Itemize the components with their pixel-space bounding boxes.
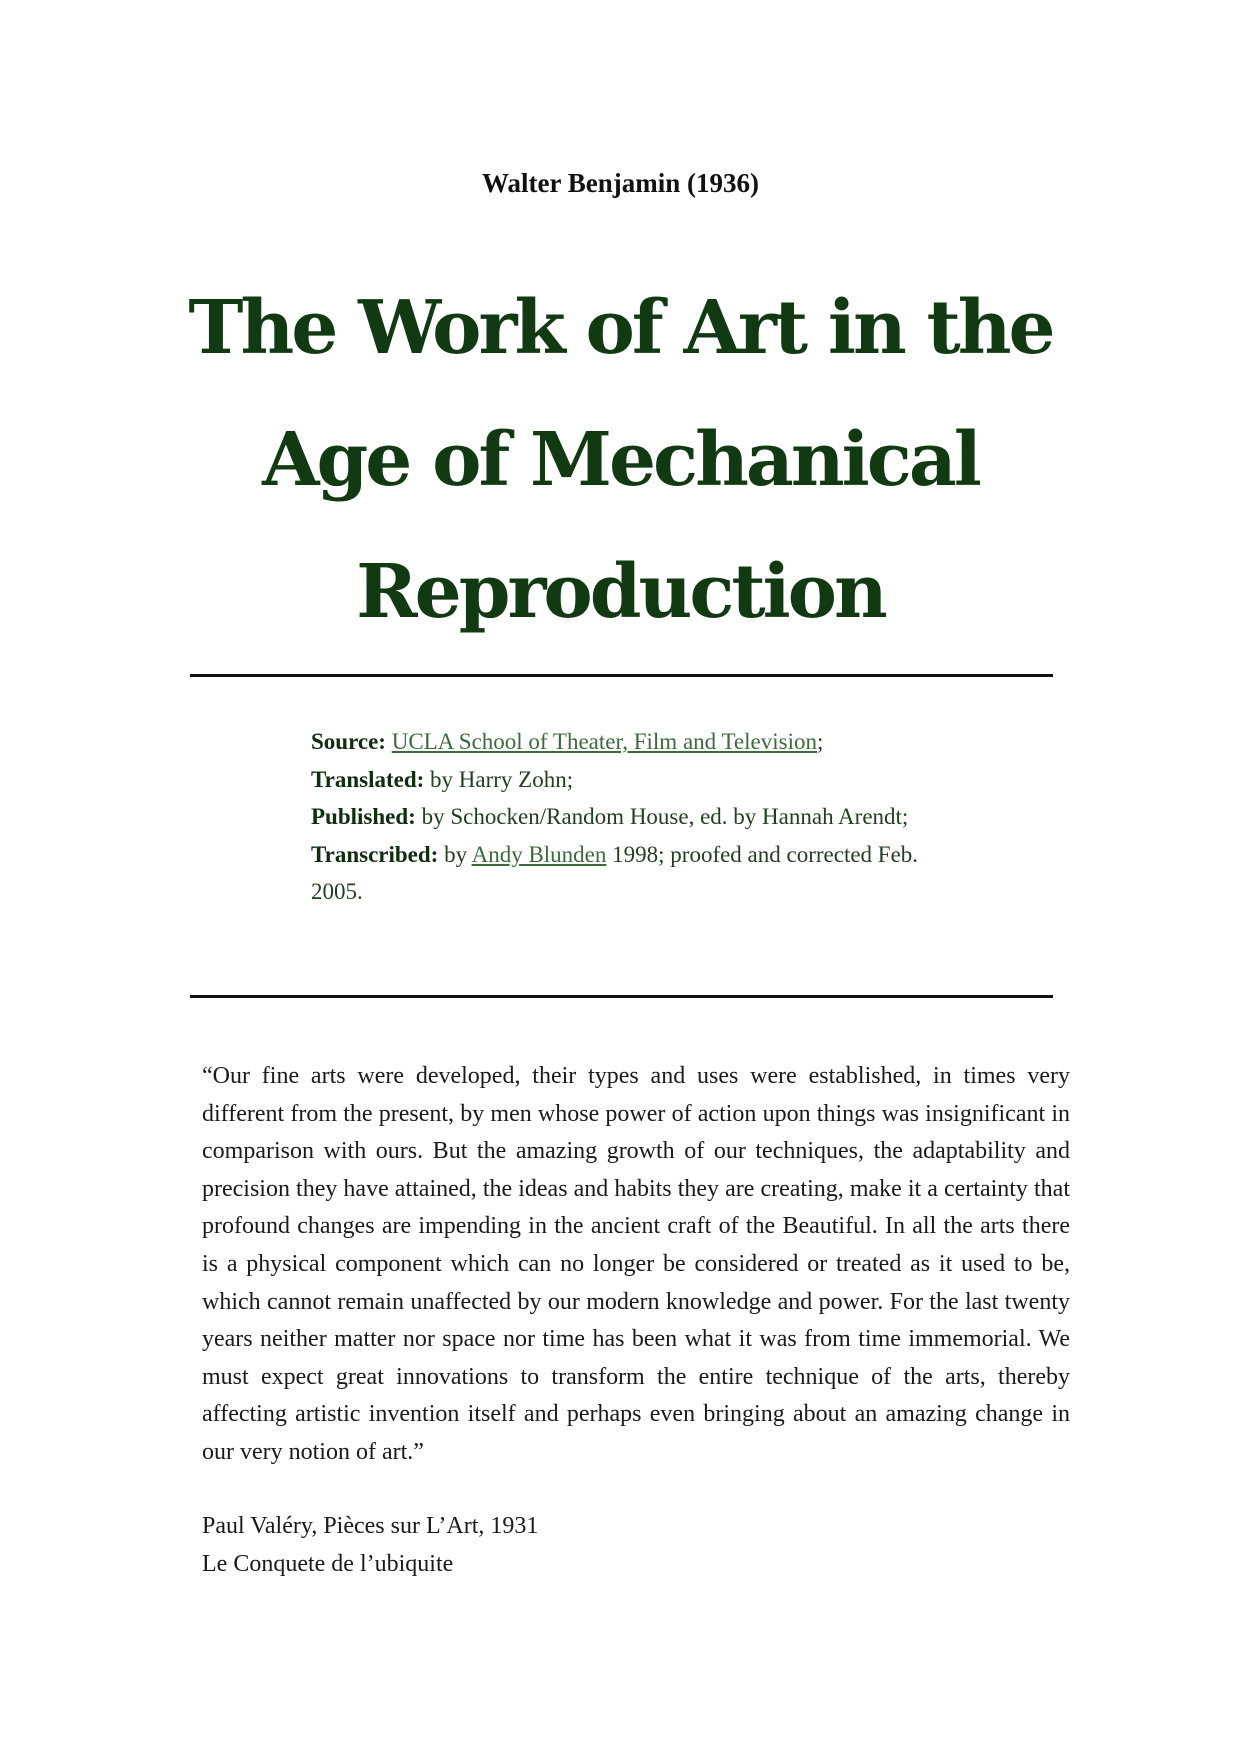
source-link[interactable]: UCLA School of Theater, Film and Television <box>391 729 817 754</box>
source-info <box>311 723 921 911</box>
author-line: Walter Benjamin (1936) <box>482 168 759 198</box>
epigraph-attribution <box>202 1508 1070 1583</box>
page-title <box>170 262 1071 658</box>
bottom-divider <box>190 995 1053 998</box>
published-label: Published: <box>311 804 416 829</box>
translated-row <box>311 761 921 799</box>
transcribed-before: by <box>438 841 472 867</box>
title-line-1: The Work of Art in the <box>188 285 1053 371</box>
transcriber-link[interactable]: Andy Blunden <box>471 841 607 867</box>
source-after: ; <box>816 729 824 754</box>
published-row <box>311 798 921 836</box>
epigraph-quote: “Our fine arts were developed, their types and uses were established, in times very different from the present, by men whose power of action upon things was insignificant in comparison with ours. But the amazing growth of our techniques, the adaptability and precision they have attained, the ideas and habits they are creating, make it a certainty that profound changes are impending in the ancient craft of the Beautiful. In all the arts there is a physical component which can no longer be considered or treated as it used to be, which cannot remain unaffected by our modern knowledge and power. For the last twenty years neither matter nor space nor time has been what it was from time immemorial. We must expect great innovations to transform the entire technique of the arts, thereby affecting artistic invention itself and perhaps even bringing about an amazing change in our very notion of art.” <box>202 1063 1070 1465</box>
top-divider <box>190 674 1053 677</box>
source-label: Source: <box>311 729 386 754</box>
title-line-2: Age of Mechanical <box>262 417 979 503</box>
work-line: Le Conquete de l’ubiquite <box>202 1550 454 1577</box>
title-line-3: Reproduction <box>356 549 885 635</box>
translated-text: by Harry Zohn; <box>424 766 574 792</box>
translated-label: Translated: <box>311 766 425 792</box>
transcribed-row <box>311 836 921 911</box>
published-text: by Schocken/Random House, ed. by Hannah Arendt; <box>415 804 909 829</box>
transcribed-after: 1998; proofed and corrected Feb. 2005. <box>311 841 919 904</box>
attribution-line: Paul Valéry, Pièces sur L’Art, 1931 <box>202 1513 539 1539</box>
transcribed-label: Transcribed: <box>311 841 439 867</box>
source-row <box>311 723 921 761</box>
